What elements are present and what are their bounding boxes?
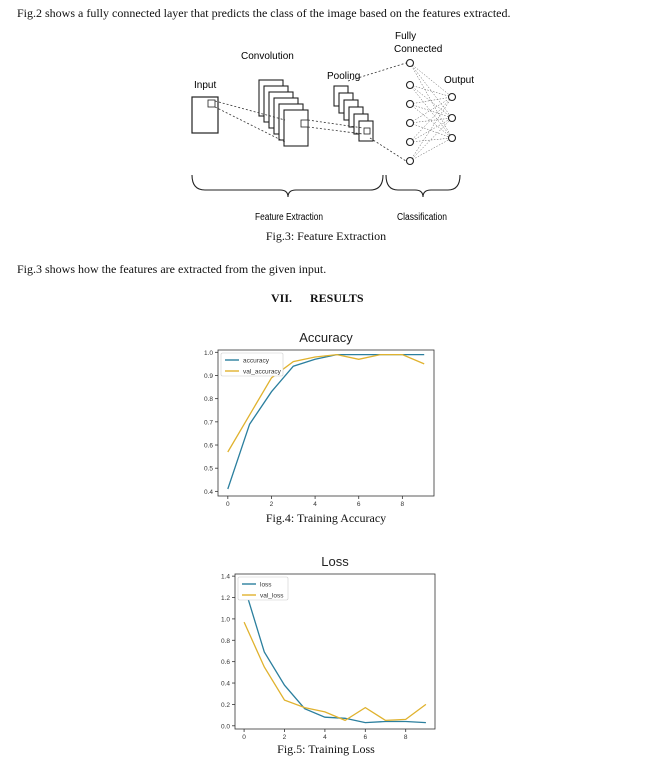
label-classification: Classification — [397, 212, 447, 223]
brace-feature-extraction — [192, 175, 383, 197]
feature-extraction-diagram — [0, 25, 548, 255]
fc-neuron — [407, 158, 414, 165]
y-tick-label: 1.2 — [220, 595, 230, 603]
section-number: VII. — [271, 291, 293, 305]
fc-neuron — [407, 101, 414, 108]
fig3-paragraph: Fig.3 shows how the features are extracted from the given input. — [17, 262, 327, 276]
pool-kernel — [364, 128, 370, 134]
x-tick-label: 6 — [363, 734, 368, 741]
label-input: Input — [194, 80, 217, 91]
y-tick-label: 0.6 — [220, 659, 230, 667]
output-neuron — [449, 94, 456, 101]
y-tick-label: 0.0 — [220, 723, 230, 731]
x-tick-label: 6 — [356, 501, 361, 508]
fc-neuron — [407, 139, 414, 146]
x-tick-label: 2 — [282, 734, 287, 741]
chart-legend — [221, 353, 283, 376]
intro-paragraph: Fig.2 shows a fully connected layer that predicts the class of the image based on the features extracted. — [17, 6, 511, 20]
fc-neuron — [407, 120, 414, 127]
output-neuron — [449, 135, 456, 142]
x-tick-label: 8 — [400, 501, 405, 508]
brace-classification — [386, 175, 460, 197]
y-tick-label: 1.4 — [220, 573, 230, 581]
fig3-caption: Fig.3: Feature Extraction — [265, 229, 387, 243]
fig4-caption: Fig.4: Training Accuracy — [265, 511, 387, 525]
label-output: Output — [444, 75, 475, 86]
x-tick-label: 0 — [226, 501, 230, 508]
y-tick-label: 0.8 — [203, 396, 213, 404]
label-fully: Fully — [395, 31, 417, 42]
fc-neuron — [407, 82, 414, 89]
convolution-stack — [259, 80, 308, 146]
connector-lines — [215, 63, 406, 161]
legend-label: loss — [260, 581, 272, 589]
chart-title: Loss — [321, 554, 349, 569]
fig5-caption: Fig.5: Training Loss — [277, 742, 375, 756]
section-title: RESULTS — [310, 291, 364, 305]
legend-label: accuracy — [243, 357, 270, 365]
legend-label: val_accuracy — [243, 368, 281, 376]
y-tick-label: 0.4 — [203, 488, 213, 496]
y-tick-label: 0.7 — [203, 419, 213, 427]
input-kernel — [208, 100, 215, 107]
x-tick-label: 4 — [313, 501, 317, 508]
y-tick-label: 0.8 — [220, 637, 230, 645]
x-tick-label: 4 — [323, 734, 327, 741]
y-tick-label: 1.0 — [203, 349, 213, 357]
y-tick-label: 1.0 — [220, 616, 230, 624]
x-tick-label: 0 — [242, 734, 246, 741]
conv-kernel — [301, 120, 308, 127]
y-tick-label: 0.4 — [220, 680, 230, 688]
output-neuron — [449, 115, 456, 122]
label-convolution: Convolution — [241, 51, 294, 62]
y-tick-label: 0.5 — [203, 465, 213, 473]
x-tick-label: 8 — [403, 734, 408, 741]
legend-label: val_loss — [260, 592, 284, 600]
y-tick-label: 0.9 — [203, 372, 213, 380]
fc-neuron — [407, 60, 414, 67]
y-tick-label: 0.2 — [220, 701, 230, 709]
y-tick-label: 0.6 — [203, 442, 213, 450]
label-connected: Connected — [394, 44, 443, 55]
loss-chart — [0, 545, 548, 741]
x-tick-label: 2 — [269, 501, 274, 508]
section-heading — [271, 291, 364, 306]
label-pooling: Pooling — [327, 71, 361, 82]
chart-legend — [238, 577, 288, 600]
accuracy-chart — [0, 320, 548, 510]
label-feature-extraction: Feature Extraction — [255, 212, 323, 223]
chart-title: Accuracy — [299, 330, 353, 345]
